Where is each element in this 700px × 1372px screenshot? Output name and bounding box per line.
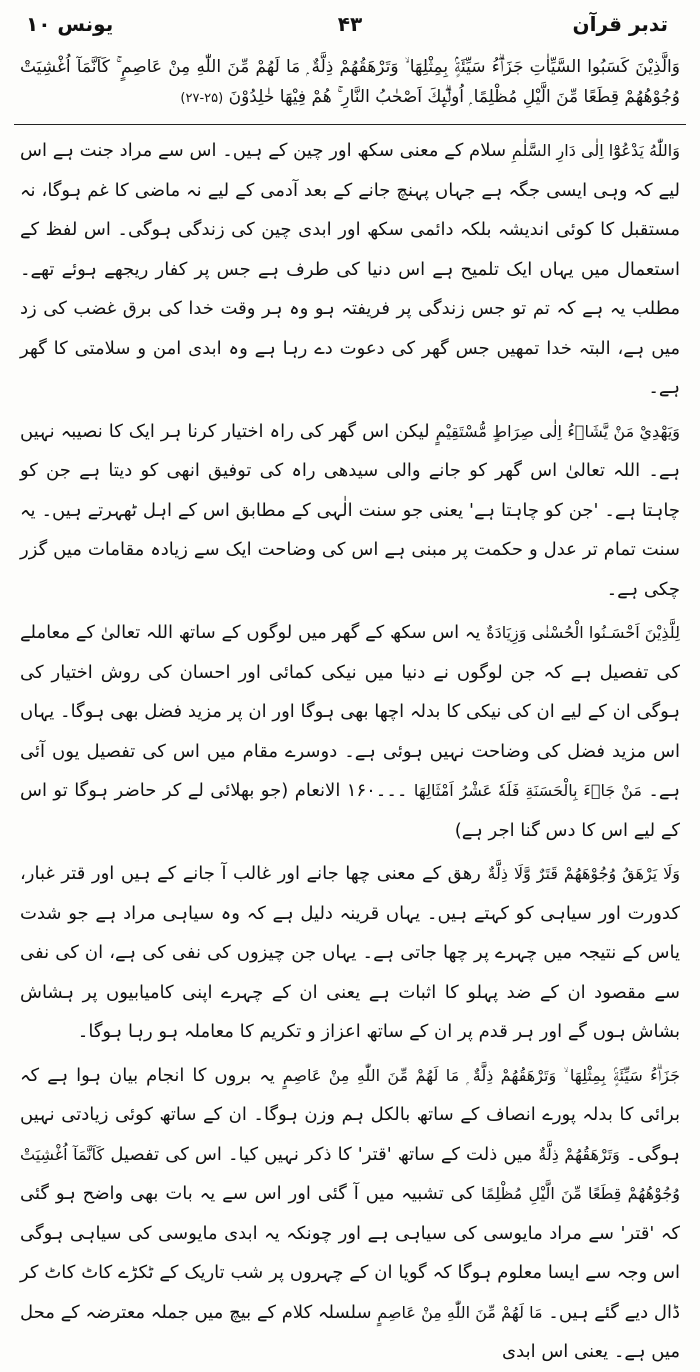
paragraph-text: سلسلہ کلام کے بیچ میں جملہ معترضہ کے محل میں ہے۔ یعنی اس ابدی [20,1301,680,1362]
quoted-phrase: وَيَهْدِيْ مَنْ يَّشَاۗءُ اِلٰى صِرَاطٍ مُّسْتَقِيْمٍ [435,421,680,441]
quoted-phrase: وَلَا يَرْهَقُ وُجُوْهَھُمْ قَتَرٌ وَّلَا ذِلَّةٌ [487,864,681,883]
paragraph-3 [20,613,680,850]
verse-reference: (۲۵-۲۷) [180,91,224,106]
paragraph-text: لیکن اس گھر کی راہ اختیار کرنا ہر ایک کا نصیبہ نہیں ہے۔ اللہ تعالیٰ اس گھر کو جانے والی سیدھی راہ کی توفیق انھی کو دیتا ہے جن کو چاہتا ہے۔ 'جن کو چاہتا ہے' یعنی جو سنت الٰہی کے مطابق اس کے اہل ٹھہرتے ہیں۔ یہ سنت تمام تر عدل و حکمت پر مبنی ہے اس کی وضاحت ایک سے زیادہ مقامات میں گزر چکی ہے۔ [20,420,680,600]
quoted-phrase: مَا لَھُمْ مِّنَ اللّٰهِ مِنْ عَاصِمٍ [377,1302,543,1322]
quoted-phrase: لِلَّذِيْنَ اَحْسَـنُوا الْحُسْنٰى وَزِيَادَةٌ [486,623,680,642]
paragraph-text: میں ذلت کے ساتھ 'قتر' کا ذکر نہیں کیا۔ اس کی تفصیل [110,1143,533,1165]
quoted-phrase: جَزَاۗءُ سَيِّئَةٍۢ بِمِثْلِھَا ۙ وَتَرْهَقُھُمْ ذِلَّةٌ ۭ مَا لَھُمْ مِّنَ اللّٰهِ مِنْ عَاصِمٍ [282,1065,680,1085]
quoted-phrase: مَنْ جَاۗءَ بِالْحَسَنَةِ فَلَهٗ عَشْرُ اَمْثَالِهَا [413,781,642,800]
quran-verse [20,52,680,116]
quoted-phrase: وَاللّٰهُ يَدْعُوْٓا اِلٰى دَارِ السَّلٰمِ [511,141,680,160]
paragraph-text: (جو بھلائی لے کر حاضر ہوگا تو اس کے لیے اس کا دس گنا اجر ہے) [20,780,680,841]
paragraph-1 [20,131,680,408]
paragraph-text: سلام کے معنی سکھ اور چین کے ہیں۔ اس سے مراد جنت ہے اس لیے کہ وہی ایسی جگہ ہے جہاں پہنچ جانے کے بعد آدمی کے لیے نہ ماضی کا غم ہوگا، نہ مستقبل کا کوئی اندیشہ بلکہ دائمی سکھ اور ابدی چین کی زندگی ہوگی۔ اس لفظ کے استعمال میں یہاں ایک تلمیح ہے اس دنیا کی طرف ہے جس پر کفار ریجھے ہوئے تھے۔ مطلب یہ ہے کہ تم تو جس زندگی پر فریفتہ ہو وہ ہر وقت خدا کی برق غضب کی زد میں ہے، البتہ خدا تمھیں جس گھر کی دعوت دے رہا ہے وہ ابدی امن و سلامتی کا گھر ہے۔ [20,140,680,398]
commentary-body [14,131,686,1372]
paragraph-5 [20,1056,680,1372]
verse-text: وَالَّذِيْنَ كَسَبُوا السَّيِّاٰتِ جَزَاۗءُ سَيِّئَةٍۢ بِمِثْلِھَا ۙ وَتَرْهَقُھُمْ ذِلَّةٌ ۭ مَا لَھُمْ مِّنَ اللّٰهِ مِنْ عَاصِمٍ ۚ كَاَنَّمَآ اُغْشِيَتْ وُجُوْهُھُمْ قِطَعًا مِّنَ الَّيْلِ مُظْلِمًا ۭ اُولٰۗىِٕكَ اَصْحٰبُ النَّارِ ۚ ھُمْ فِيْھَا خٰلِدُوْنَ [20,57,680,107]
paragraph-text: یہ اس سکھ کے گھر میں لوگوں کے ساتھ اللہ تعالیٰ کے معاملے کی تفصیل ہے کہ جن لوگوں نے دنیا میں نیکی کمائی اور احسان کی روش اختیار کی ہوگی ان کے لیے ان کی نیکی کا بدلہ اچھا بھی ہوگا اور ان پر مزید فضل بھی ہوگا۔ یہاں اس مزید فضل کی وضاحت نہیں ہوئی ہے۔ دوسرے مقام میں اس کی تفصیل یوں آئی ہے۔ [20,622,680,801]
section-divider [14,124,686,125]
paragraph-text: کی تشبیہ میں آ گئی اور اس سے یہ بات بھی واضح ہو گئی کہ 'قتر' سے مراد مایوسی کی سیاہی ہے اور چونکہ یہ ابدی مایوسی کی سیاہی ہوگی اس وجہ سے ایسا معلوم ہوگا کہ گویا ان کے چہروں پر شب تاریک کے ٹکڑے کاٹ کاٹ کر ڈال دیے گئے ہیں۔ [20,1183,680,1323]
quoted-phrase: كَاَنَّمَآ اُغْشِيَتْ وُجُوْهُھُمْ قِطَعًا مِّنَ الَّيْلِ مُظْلِمًا [20,1144,681,1203]
paragraph-2 [20,412,680,610]
citation: ۔۔۔۱۶۰ الانعام [294,780,408,801]
book-title: تدبر قرآن [572,12,668,36]
paragraph-4 [20,854,680,1052]
paragraph-text: رھق کے معنی چھا جانے اور غالب آ جانے کے ہیں اور قتر غبار، کدورت اور سیاہی کو کہتے ہیں۔ یہاں قرینہ دلیل ہے کہ وہ سیاہی مراد ہے جو شدت یاس کے نتیجہ میں چہرے پر چھا جاتی ہے۔ یہاں جن چیزوں کی نفی کی ہے، ان کی نفی سے مقصود ان کے ضد پہلو کا اثبات ہے یعنی ان کے چہرے اپنی کامیابیوں پر ہشاش بشاش ہوں گے اور ہر قدم پر ان کے ساتھ اعزاز و تکریم کا معاملہ ہو رہا ہوگا۔ [20,863,680,1042]
quoted-phrase: وَتَرْهَقُھُمْ ذِلَّةٌ [538,1144,620,1164]
page-header [14,0,686,46]
page-number: ۴۳ [337,12,363,36]
surah-name: یونس ۱۰ [26,12,114,36]
paragraph-text: یہ بروں کا انجام بیان ہوا ہے کہ برائی کا بدلہ پورے انصاف کے ساتھ بالکل ہم وزن ہوگا۔ ان کے ساتھ کوئی زیادتی نہیں ہوگی۔ [20,1064,680,1165]
